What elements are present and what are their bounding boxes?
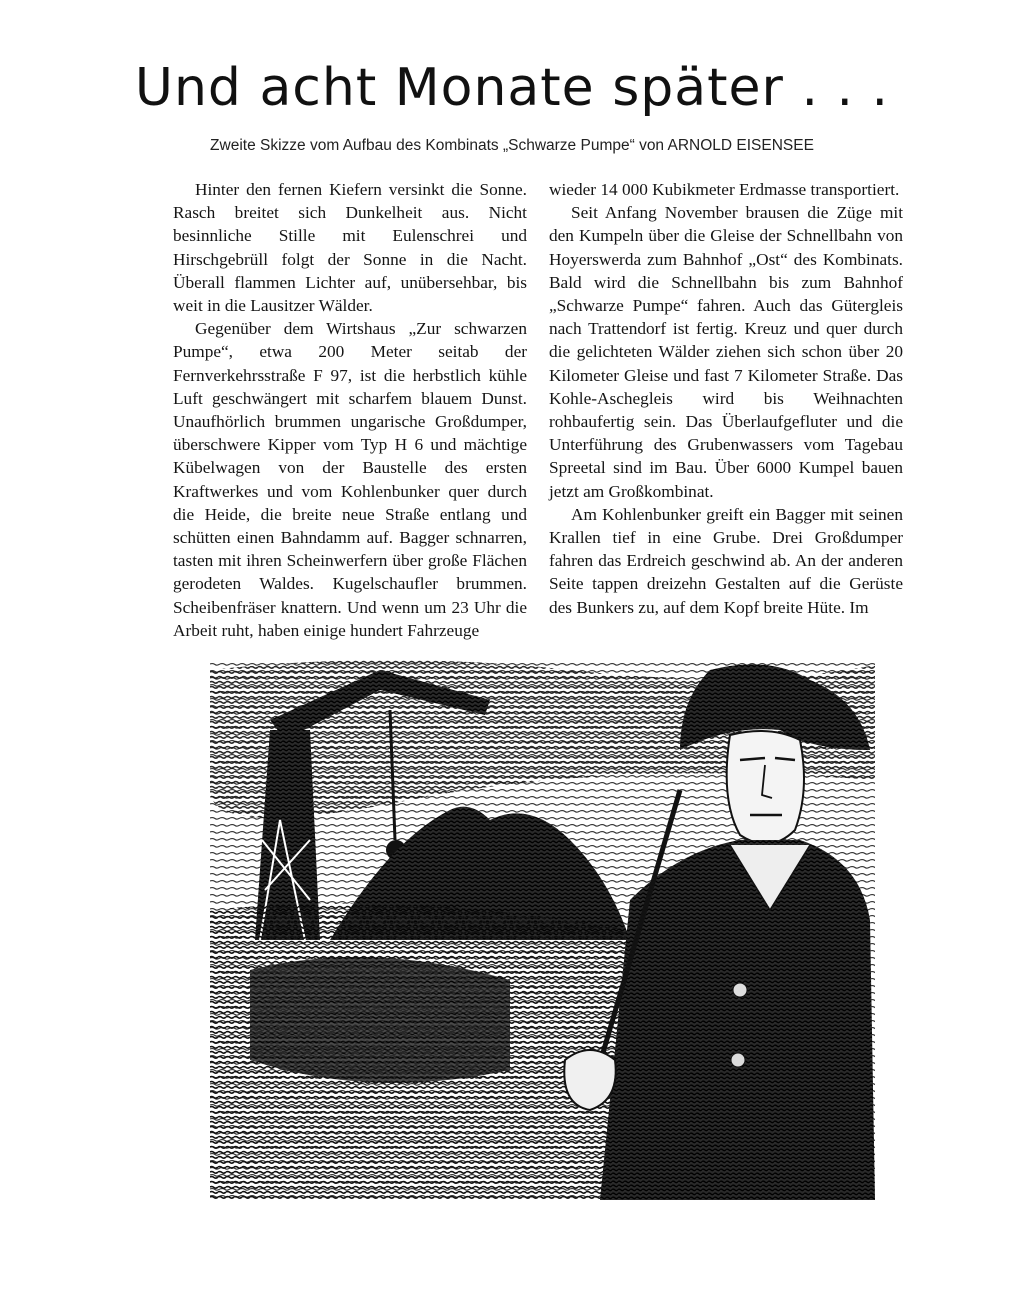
dark-field	[250, 957, 510, 1083]
text-column-right	[549, 178, 903, 619]
paragraph: Gegenüber dem Wirtshaus „Zur schwarzen Pumpe“, etwa 200 Meter seitab der Fernverkehrsstraße F 97, ist die herbstlich kühle Luft geschwängert mit scharfem blauem Dunst. Unaufhörlich brummen ungarische Großdumper, überschwere Kipper vom Typ H 6 und mächtige Kübelwagen von der Baustelle des ersten Kraftwerkes und vom Kohlenbunker quer durch die Heide, die breite neue Straße entlang und schütten einen Bahndamm auf. Bagger schnarren, tasten mit ihren Scheinwerfern über große Flächen gerodeten Waldes. Kugelschaufler brummen. Scheibenfräser knattern. Und wenn um 23 Uhr die Arbeit ruht, haben einige hundert Fahrzeuge	[173, 319, 527, 640]
paragraph: Seit Anfang November brausen die Züge mit den Kumpeln über die Gleise der Schnellbahn von Hoyerswerda zum Bahnhof „Ost“ des Kombinats. Bald wird die Schnellbahn bis zum Bahnhof „Schwarze Pumpe“ fahren. Auch das Gütergleis nach Trattendorf ist fertig. Kreuz und quer durch die gelichteten Wälder ziehen sich schon über 20 Kilometer Gleise und fast 7 Kilometer Straße. Das Kohle-Aschegleis wird bis Weihnachten rohbaufertig sein. Das Überlaufgefluter und die Unterführung des Grubenwassers vom Tagebau Spreetal sind im Bau. Über 6000 Kumpel bauen jetzt am Großkombinat.	[549, 203, 903, 501]
coat-button	[733, 983, 747, 997]
face	[727, 731, 804, 844]
text-column-left	[173, 178, 527, 642]
paragraph: Am Kohlenbunker greift ein Bagger mit seinen Krallen tief in eine Grube. Drei Großdumper fahren das Erdreich geschwind ab. An der anderen Seite tappen dreizehn Gestalten auf die Gerüste des Bunkers zu, auf dem Kopf breite Hüte. Im	[549, 504, 903, 617]
ink-illustration-miner-and-crane	[210, 640, 875, 1200]
article-subtitle: Zweite Skizze vom Aufbau des Kombinats „Schwarze Pumpe“ von ARNOLD EISENSEE	[210, 137, 814, 154]
paragraph: wieder 14 000 Kubikmeter Erdmasse transportiert.	[549, 180, 900, 199]
article-title: Und acht Monate später . . .	[134, 58, 890, 118]
coat	[600, 840, 875, 1200]
coat-button	[731, 1053, 745, 1067]
paragraph: Hinter den fernen Kiefern versinkt die Sonne. Rasch breitet sich Dunkelheit aus. Nicht besinnliche Stille mit Eulenschrei und Hirschgebrüll folgt der Sonne in die Nacht. Überall flammen Lichter auf, unübersehbar, bis weit in die Lausitzer Wälder.	[173, 180, 527, 316]
